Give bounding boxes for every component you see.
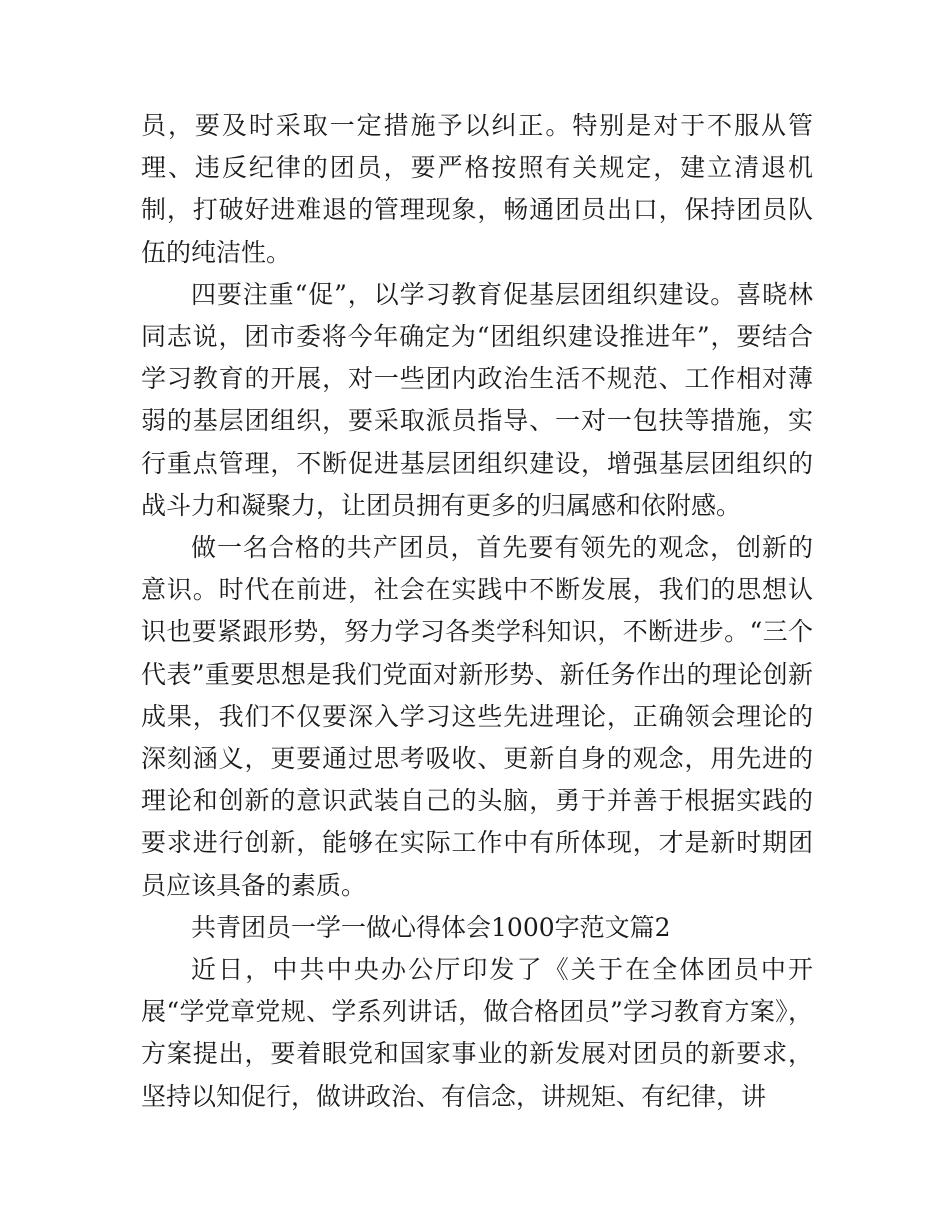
document-body bbox=[141, 105, 813, 1118]
section-heading: 共青团员一学一做心得体会1000字范文篇2 bbox=[191, 912, 671, 942]
paragraph-3: 做一名合格的共产团员，首先要有领先的观念，创新的意识。时代在前进，社会在实践中不断发展，我们的思想认识也要紧跟形势，努力学习各类学科知识，不断进步。“三个代表”重要思想是我们党面对新形势、新任务作出的理论创新成果，我们不仅要深入学习这些先进理论，正确领会理论的深刻涵义，更要通过思考吸收、更新自身的观念，用先进的理论和创新的意识武装自己的头脑，勇于并善于根据实践的要求进行创新，能够在实际工作中有所体现，才是新时期团员应该具备的素质。 bbox=[141, 533, 813, 900]
paragraph-4: 近日，中共中央办公厅印发了《关于在全体团员中开展“学党章党规、学系列讲话，做合格团员”学习教育方案》，方案提出，要着眼党和国家事业的新发展对团员的新要求，坚持以知促行，做讲政治、有信念，讲规矩、有纪律，讲 bbox=[141, 955, 813, 1111]
paragraph-1: 员，要及时采取一定措施予以纠正。特别是对于不服从管理、违反纪律的团员，要严格按照有关规定，建立清退机制，打破好进难退的管理现象，畅通团员出口，保持团员队伍的纯洁性。 bbox=[141, 111, 813, 267]
paragraph-2: 四要注重“促”，以学习教育促基层团组织建设。喜晓林同志说，团市委将今年确定为“团组织建设推进年”，要结合学习教育的开展，对一些团内政治生活不规范、工作相对薄弱的基层团组织，要采取派员指导、一对一包扶等措施，实行重点管理，不断促进基层团组织建设，增强基层团组织的战斗力和凝聚力，让团员拥有更多的归属感和依附感。 bbox=[141, 279, 813, 520]
